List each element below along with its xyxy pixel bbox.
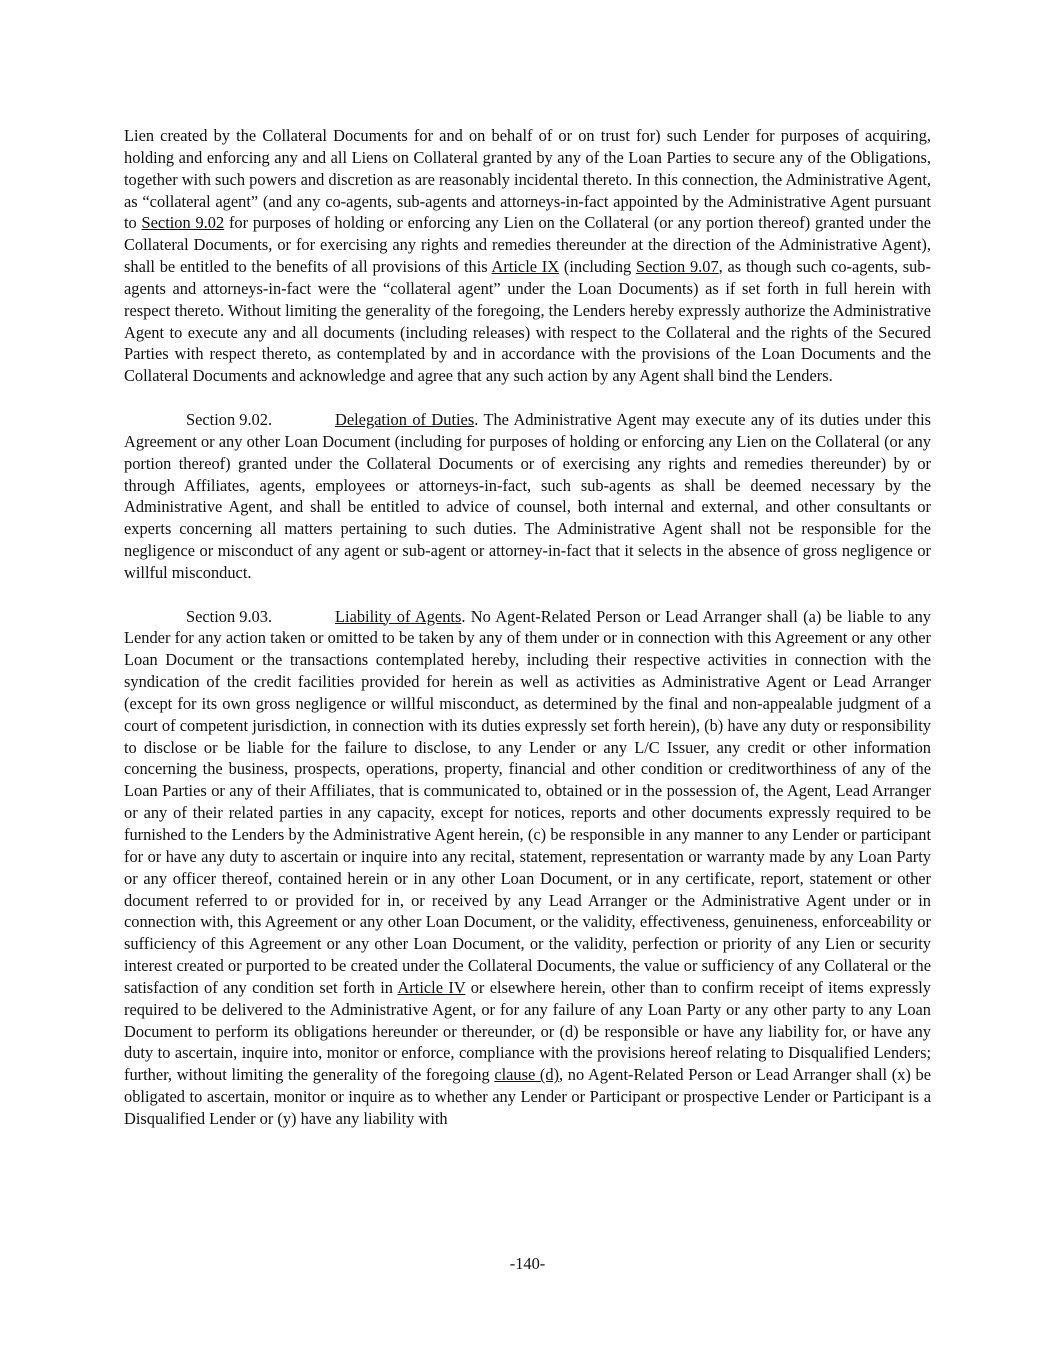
document-page — [124, 125, 931, 1152]
cross-reference-section-9-07: Section 9.07 — [636, 257, 719, 277]
text-run: . No Agent-Related Person or Lead Arranger shall (a) be liable to any Lender for any action taken or omitted to be taken by any of them under or in connection with this Agreement or any other Loan Document or the transactions contemplated hereby, including their respective activities in connection with the syndication of the credit facilities provided for herein as well as activities as Administrative Agent or Lead Arranger (except for its own gross negligence or willful misconduct, as determined by the final and non-appealable judgment of a court of competent jurisdiction, in connection with its duties expressly set forth herein), (b) have any duty or responsibility to disclose or be liable for the failure to disclose, to any Lender or any L/C Issuer, any credit or other information concerning the business, prospects, operations, property, financial and other condition or creditworthiness of any of the Loan Parties or any of their Affiliates, that is communicated to, obtained or in the possession of, the Agent, Lead Arranger or any of their related parties in any capacity, except for notices, reports and other documents expressly required to be furnished to the Lenders by the Administrative Agent herein, (c) be responsible in any manner to any Lender or participant for or have any duty to ascertain or inquire into any recital, statement, representation or warranty made by any Loan Party or any officer thereof, contained herein or in any other Loan Document, or in any certificate, report, statement or other document referred to or provided for in, or received by any Lead Arranger or the Administrative Agent under or in connection with, this Agreement or any other Loan Document, or the validity, effectiveness, genuineness, enforceability or sufficiency of this Agreement or any other Loan Document, or the validity, perfection or priority of any Lien or security interest created or purported to be created under the Collateral Documents, the value or sufficiency of any Collateral or the satisfaction of any condition set forth in — [124, 606, 932, 997]
section-number: Section 9.02. — [186, 409, 273, 429]
page-number: -140- — [509, 1254, 546, 1273]
section-9-02 — [124, 409, 931, 584]
text-run: for purposes of holding or enforcing any Lien on the Collateral (or any portion thereof) granted under the Collateral Documents, or for exercising any rights and remedies thereunder at the direction of the Administrative Agent), shall be entitled to the benefits of all provisions of this — [124, 213, 931, 277]
text-run: Lien created by the Collateral Documents for and on behalf of or on trust for) such Lender for purposes of acquiring, holding and enforcing any and all Liens on Collateral granted by any of the Loan Parties to secure any of the Obligations, together with such powers and discretion as are reasonably incidental thereto. In this connection, the Administrative Agent, as “collateral agent” (and any co-agents, sub-agents and attorneys-in-fact appointed by the Administrative Agent pursuant to — [124, 126, 932, 233]
section-heading: Delegation of Duties — [335, 409, 475, 429]
section-number: Section 9.03. — [186, 606, 273, 626]
cross-reference-clause-d: clause (d) — [494, 1065, 560, 1085]
section-heading: Liability of Agents — [335, 606, 462, 626]
section-9-03 — [124, 606, 931, 1130]
cross-reference-article-iv: Article IV — [397, 977, 466, 997]
text-run: , no Agent-Related Person or Lead Arranger shall (x) be obligated to ascertain, monitor or inquire as to whether any Lender or Participant or prospective Lender or Participant is a Disqualified Lender or (y) have any liability with — [124, 1065, 931, 1128]
paragraph-collateral-agent — [124, 125, 931, 387]
section-body: . The Administrative Agent may execute any of its duties under this Agreement or any other Loan Document (including for purposes of holding or enforcing any Lien on the Collateral (or any portion thereof) granted under the Collateral Documents or of exercising any rights and remedies thereunder) by or through Affiliates, agents, employees or attorneys-in-fact, such sub-agents as shall be deemed necessary by the Administrative Agent, and shall be entitled to advice of counsel, both internal and external, and other consultants or experts concerning all matters pertaining to such duties. The Administrative Agent shall not be responsible for the negligence or misconduct of any agent or sub-agent or attorney-in-fact that it selects in the absence of gross negligence or willful misconduct. — [124, 409, 931, 582]
text-run: (including — [559, 257, 637, 277]
cross-reference-article-ix: Article IX — [491, 257, 560, 277]
cross-reference-section-9-02: Section 9.02 — [141, 213, 225, 233]
text-run: , as though such co-agents, sub-agents and attorneys-in-fact were the “collateral agent” under the Loan Documents) as if set forth in full herein with respect thereto. Without limiting the generality of the foregoing, the Lenders hereby expressly authorize the Administrative Agent to execute any and all documents (including releases) with respect to the Collateral and the rights of the Secured Parties with respect thereto, as contemplated by and in accordance with the provisions of the Loan Documents and the Collateral Documents and acknowledge and agree that any such action by any Agent shall bind the Lenders. — [124, 257, 931, 386]
text-run: or elsewhere herein, other than to confirm receipt of items expressly required to be delivered to the Administrative Agent, or for any failure of any Loan Party or any other party to any Loan Document to perform its obligations hereunder or thereunder, or (d) be responsible or have any liability for, or have any duty to ascertain, inquire into, monitor or enforce, compliance with the provisions hereof relating to Disqualified Lenders; further, without limiting the generality of the foregoing — [124, 977, 931, 1085]
